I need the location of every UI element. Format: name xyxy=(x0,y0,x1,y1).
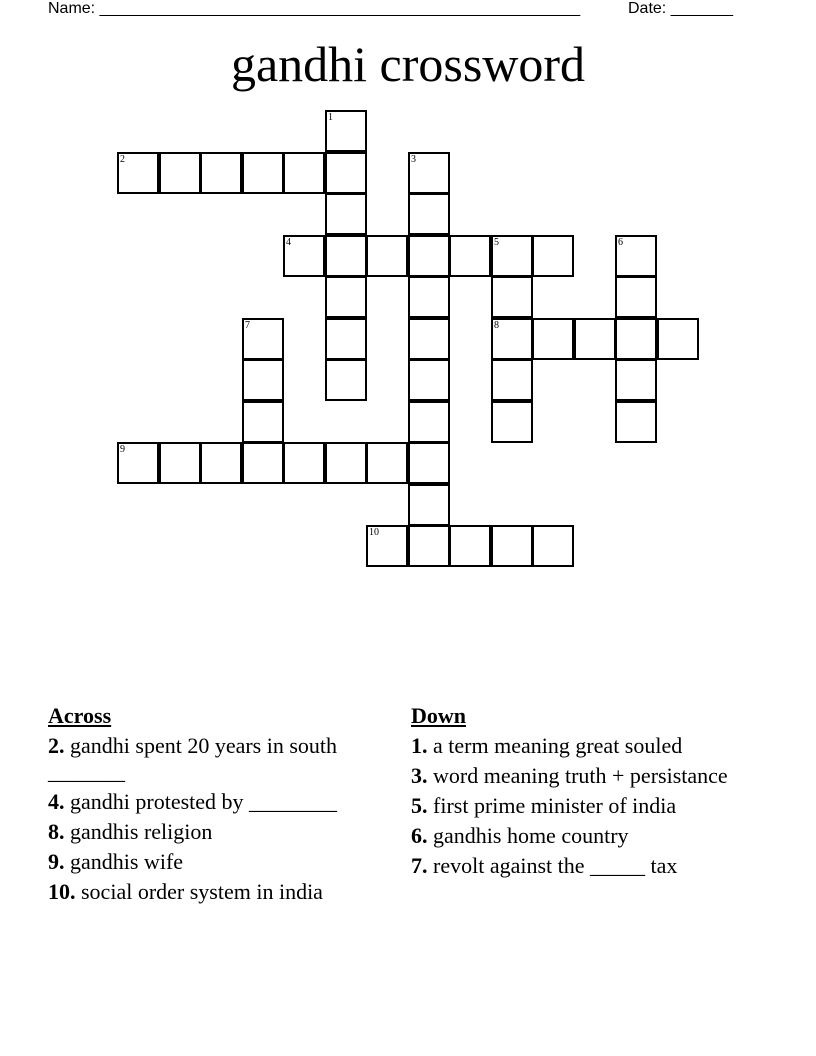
clue-number: 4. xyxy=(48,789,65,814)
crossword-cell[interactable] xyxy=(615,359,657,401)
crossword-cell[interactable] xyxy=(325,318,367,360)
clue-text: gandhis wife xyxy=(64,849,184,874)
cell-number: 5 xyxy=(494,237,499,248)
clue-number: 5. xyxy=(411,793,428,818)
down-heading: Down xyxy=(411,703,467,728)
cell-number: 4 xyxy=(286,237,291,248)
crossword-cell[interactable] xyxy=(491,359,533,401)
clue-item xyxy=(411,823,751,849)
clue-item xyxy=(48,849,388,875)
crossword-cell[interactable] xyxy=(491,276,533,318)
down-clue-list xyxy=(411,733,751,879)
crossword-cell[interactable] xyxy=(532,318,574,360)
crossword-cell[interactable] xyxy=(325,359,367,401)
crossword-cell[interactable] xyxy=(366,235,408,277)
clue-text: revolt against the _____ tax xyxy=(427,853,678,878)
crossword-cell[interactable] xyxy=(242,152,284,194)
cell-number: 2 xyxy=(120,154,125,165)
crossword-cell[interactable] xyxy=(117,152,159,194)
crossword-cell[interactable] xyxy=(117,442,159,484)
crossword-cell[interactable] xyxy=(200,442,242,484)
crossword-cell[interactable] xyxy=(325,110,367,152)
crossword-cell[interactable] xyxy=(615,318,657,360)
crossword-cell[interactable] xyxy=(532,525,574,567)
clue-item xyxy=(411,763,751,789)
clue-number: 2. xyxy=(48,733,65,758)
clue-text: first prime minister of india xyxy=(427,793,677,818)
crossword-cell[interactable] xyxy=(408,276,450,318)
crossword-cell[interactable] xyxy=(615,401,657,443)
clue-number: 9. xyxy=(48,849,65,874)
name-field-label: Name: ______________________________________________________ xyxy=(48,0,581,17)
clue-item xyxy=(48,733,388,785)
crossword-cell[interactable] xyxy=(657,318,699,360)
crossword-cell[interactable] xyxy=(408,235,450,277)
crossword-cell[interactable] xyxy=(408,442,450,484)
cell-number: 7 xyxy=(245,320,250,331)
across-heading: Across xyxy=(48,703,112,728)
crossword-cell[interactable] xyxy=(325,235,367,277)
clue-item xyxy=(48,789,388,815)
crossword-cell[interactable] xyxy=(159,152,201,194)
cell-number: 9 xyxy=(120,444,125,455)
crossword-cell[interactable] xyxy=(574,318,616,360)
crossword-cell[interactable] xyxy=(491,401,533,443)
across-clues xyxy=(48,703,388,909)
clue-text: gandhi protested by ________ xyxy=(64,789,338,814)
crossword-cell[interactable] xyxy=(491,525,533,567)
crossword-cell[interactable] xyxy=(366,525,408,567)
crossword-cell[interactable] xyxy=(491,318,533,360)
clue-item xyxy=(48,879,388,905)
crossword-cell[interactable] xyxy=(408,318,450,360)
clue-number: 1. xyxy=(411,733,428,758)
crossword-cell[interactable] xyxy=(408,359,450,401)
cell-number: 1 xyxy=(328,112,333,123)
crossword-cell[interactable] xyxy=(325,276,367,318)
crossword-cell[interactable] xyxy=(283,442,325,484)
crossword-cell[interactable] xyxy=(283,235,325,277)
crossword-cell[interactable] xyxy=(449,235,491,277)
crossword-cell[interactable] xyxy=(449,525,491,567)
clue-item xyxy=(411,793,751,819)
crossword-cell[interactable] xyxy=(242,318,284,360)
cell-number: 6 xyxy=(618,237,623,248)
crossword-cell[interactable] xyxy=(615,276,657,318)
crossword-cell[interactable] xyxy=(242,401,284,443)
crossword-cell[interactable] xyxy=(408,484,450,526)
clue-text: gandhis home country xyxy=(427,823,629,848)
clue-number: 10. xyxy=(48,879,76,904)
clue-text: social order system in india xyxy=(75,879,323,904)
crossword-cell[interactable] xyxy=(242,359,284,401)
clue-text: gandhi spent 20 years in south _______ xyxy=(48,733,338,784)
crossword-cell[interactable] xyxy=(366,442,408,484)
crossword-cell[interactable] xyxy=(491,235,533,277)
crossword-cell[interactable] xyxy=(408,193,450,235)
crossword-cell[interactable] xyxy=(242,442,284,484)
page-title: gandhi crossword xyxy=(230,36,586,92)
clue-item xyxy=(411,733,751,759)
crossword-cell[interactable] xyxy=(283,152,325,194)
crossword-cell[interactable] xyxy=(159,442,201,484)
crossword-cell[interactable] xyxy=(408,401,450,443)
clue-item xyxy=(48,819,388,845)
crossword-cell[interactable] xyxy=(200,152,242,194)
crossword-cell[interactable] xyxy=(325,442,367,484)
cell-number: 8 xyxy=(494,320,499,331)
crossword-cell[interactable] xyxy=(408,525,450,567)
clue-text: gandhis religion xyxy=(64,819,213,844)
clue-number: 8. xyxy=(48,819,65,844)
clue-item xyxy=(411,853,751,879)
clue-number: 3. xyxy=(411,763,428,788)
crossword-cell[interactable] xyxy=(615,235,657,277)
date-field-label: Date: _______ xyxy=(628,0,733,17)
crossword-cell[interactable] xyxy=(325,193,367,235)
cell-number: 10 xyxy=(369,527,379,538)
clue-text: word meaning truth + persistance xyxy=(427,763,728,788)
clue-number: 7. xyxy=(411,853,428,878)
crossword-cell[interactable] xyxy=(532,235,574,277)
crossword-cell[interactable] xyxy=(325,152,367,194)
down-clues xyxy=(411,703,751,883)
across-clue-list xyxy=(48,733,388,905)
clue-text: a term meaning great souled xyxy=(427,733,683,758)
cell-number: 3 xyxy=(411,154,416,165)
clue-number: 6. xyxy=(411,823,428,848)
crossword-cell[interactable] xyxy=(408,152,450,194)
